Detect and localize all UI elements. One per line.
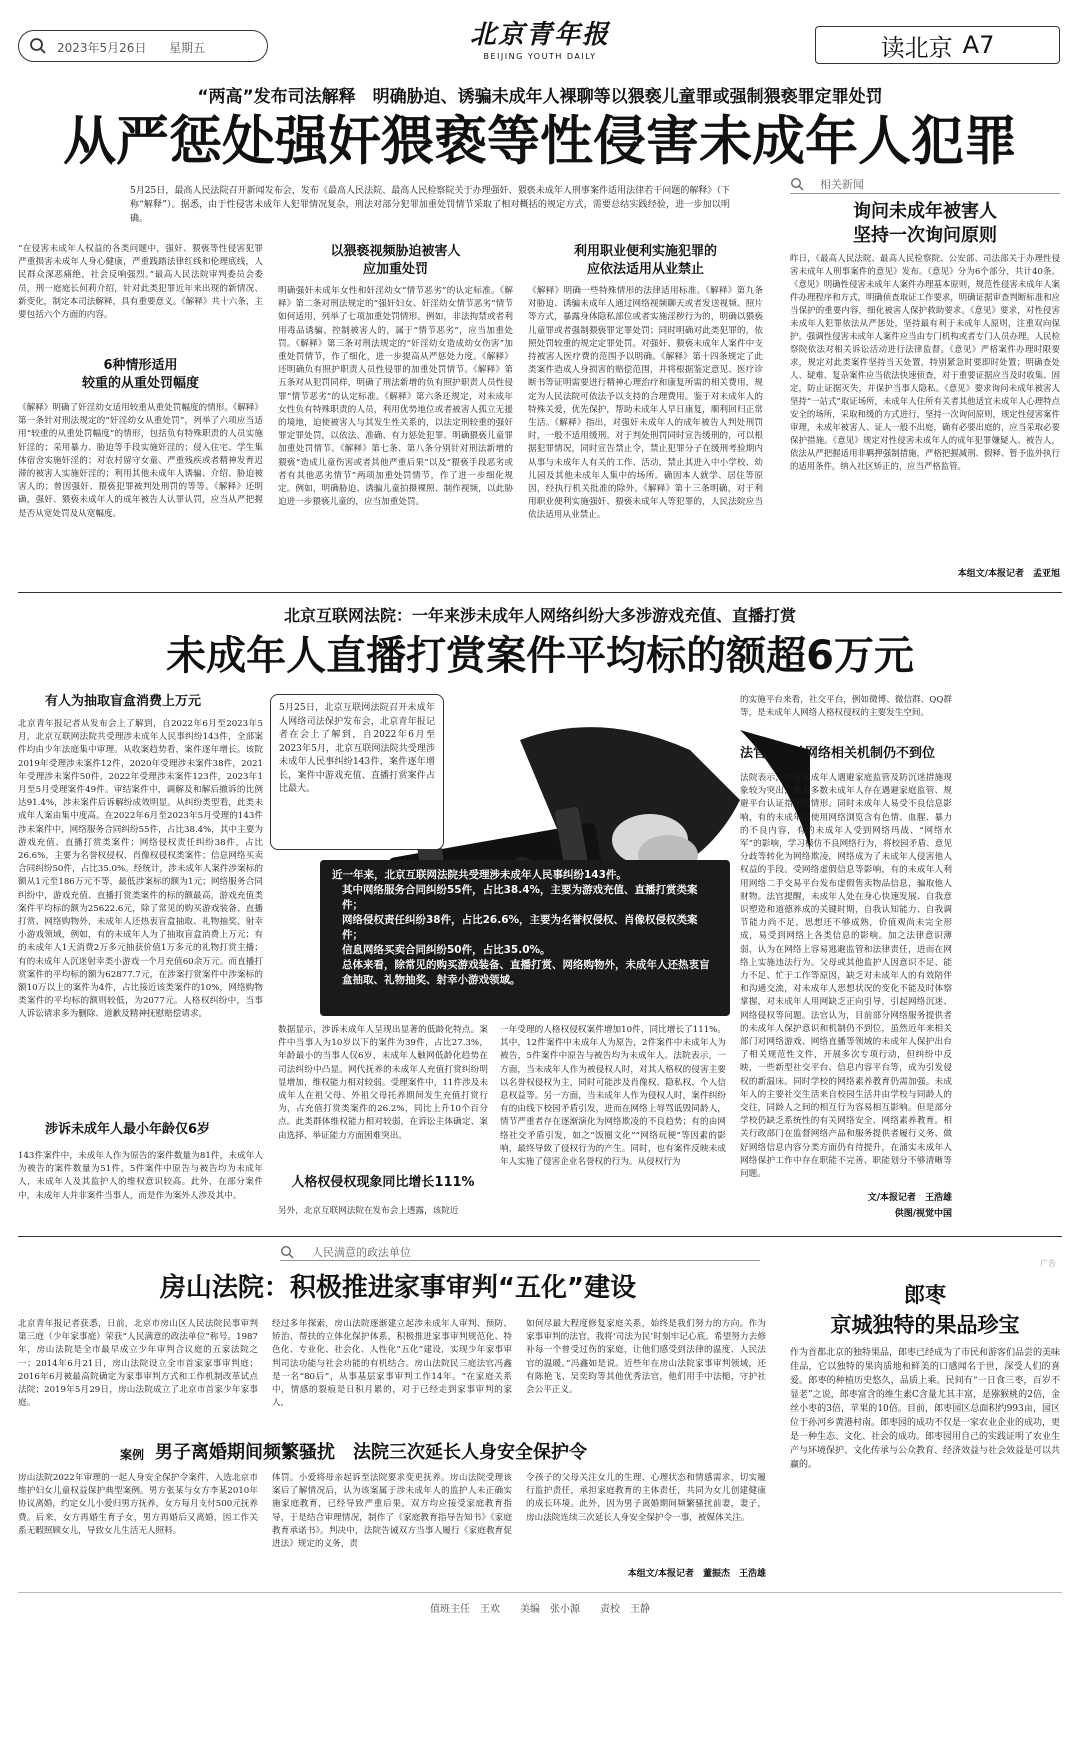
- case-label: 案例: [120, 1448, 145, 1462]
- callout-text: 5月25日，北京互联网法院召开未成年人网络司法保护发布会，北京青年报记者在会上了解到，自2022年6月至2023年5月，北京互联网法院共受理涉未成年人民事纠纷143件，案件逐年增长，案件中游戏充值、直播打赏案件占比最大。: [279, 703, 435, 794]
- sidebar-byline: 本组文/本报记者 孟亚旭: [957, 569, 1060, 579]
- lower-col2: 经过多年探索，房山法院逐渐建立起涉未成年人审判、预防、矫治、帮扶的立体化保护体系，积极推进家事审判规范化、特色化、专业化、社会化、人性化“五化”建设，实现少年家事审判司法功能与社会功能的有机结合。房山法院民三庭法官冯鑫是一名“80后”，从事基层家事审判工作14年。“在家庭关系中，情感的裂痕是日积月累的，对于已经走到家事审判的家人，: [272, 1319, 512, 1409]
- stat-tort: 网络侵权责任纠纷38件，占比26.6%，主要为名誉权侵权、肖像权侵权类案件；: [342, 914, 698, 941]
- lead-col2-body: 明确强奸未成年女性和奸淫幼女“情节恶劣”的认定标准。《解释》第二条对刑法规定的“强奸妇女、奸淫幼女情节恶劣”情节如何适用，列举了七项加重处罚情形。例如，非法拘禁或者利用毒品诱骗、控制被害人的，属于“情节恶劣”，应当加重处罚。《解释》第三条对刑法规定的“奸淫幼女造成幼女伤害”加重处罚情节，作了细化，进一步提高从严惩处力度。《解释》还明确负有照护职责人员性侵罪的加重处罚情节。《解释》第五条对从犯罚同样，明确了刑法新增的负有照护职责人员性侵罪“情节恶劣”的认定标准。《解释》第六条还规定，对未成年女性负有特殊职责的人员，利用优势地位或者被害人孤立无援的境地，迫使被害人与其发生性关系的，以法定刑较重的强奸罪定罪处罚，以依法、准确、有力惩处犯罪。明确猥亵儿童罪加重处罚情节。《解释》第七条、第八条分别针对刑法新增的猥亵“造成儿童伤害或者其他严重后果”以及“猥亵手段恶劣或者有其他恶劣情节”两项加重处罚情节，作了进一步细化规定。例如，明确胁迫、诱骗儿童拍摄裸照、制作视频，以此胁迫进一步猥亵儿童的，应当加重处罚。: [278, 286, 513, 508]
- divider-bottom: [18, 1236, 1062, 1237]
- feature-kicker: 北京互联网法院：一年来涉未成年人网络纠纷大多涉游戏充值、直播打赏: [283, 606, 796, 625]
- issue-date: 2023年5月26日: [57, 41, 147, 55]
- brand-name-en: BEIJING YOUTH DAILY: [483, 52, 597, 61]
- lead-kicker: “两高”发布司法解释 明确胁迫、诱骗未成年人裸聊等以猥亵儿童罪或强制猥亵罪定罪处罚: [197, 87, 883, 107]
- jujube-body: 作为首都北京的独特果品，郎枣已经成为了市民和游客们品尝的美味佳品，它以独特的果肉质地和鲜美的口感闻名于世，深受人们的喜爱。郎枣的种植历史悠久，品质上乘。民间有“一日食三枣，百岁不显老”之说，郎枣富含的维生素C含量尤其丰富，是猕猴桃的2倍，金丝小枣的3倍，苹果的10倍。目前，郎枣园区总面积约993亩，园区位于孙河乡黄港村南。郎枣园的成功不仅是一家农业企业的成功，更是一种生态、文化、社会的成功。郎枣园用自己的实践证明了农业生产与环境保护、文化传承与公众教育、经济效益与社会效益是可以共赢的。: [790, 1348, 1060, 1470]
- page-number: A7: [962, 31, 995, 59]
- feature-right-body: 一年受理的人格权侵权案件增加10件，同比增长了111%。其中，12件案件中未成年人为原告，2件案件中未成年人为被告，5件案件中原告与被告均为未成年人。法院表示，一方面，当未成年人作为被侵权人时，对其人格权的侵害主要以名誉权侵权为主，同时可能涉及肖像权、隐私权、个人信息权益等。另一方面，当未成年人作为侵权人时，案件纠纷有的由线下校园矛盾引发，进而在网络上辱骂诋毁同龄人，情节严重者存在逐渐演化为网络欺凌的不良趋势；有的由网络社交矛盾引发，如之“饭圈文化”“网络玩梗”等因素的影响，最终导致了侵权行为的产生。同时，也有案件反映未成年人实施了侵害企业名誉权的行为。从侵权行为: [500, 1025, 726, 1168]
- feature-left-subhead: 有人为抽取盲盒消费上万元: [45, 694, 202, 709]
- feature-headline: 未成年人直播打赏案件平均标的额超6万元: [166, 633, 914, 679]
- feature-mid-body-2: 另外，北京互联网法院在发布会上透露，该院近: [278, 1206, 459, 1216]
- footer-credits: 值班主任 王欢 美编 张小源 责校 王静: [430, 1604, 650, 1615]
- search-bar[interactable]: [18, 30, 268, 62]
- lead-col1-para2: 《解释》明确了奸淫幼女适用较重从重处罚幅度的情形。《解释》第一条针对刑法规定的“奸淫幼女从重处罚”，列举了六项应当适用“较重的从重处罚幅度”的情形，包括负有特殊职责的人员实施奸淫的；采用暴力、胁迫等手段实施奸淫的；侵入住宅、学生集体宿舍实施奸淫的；对农村留守女童、严重残疾或者精神发育迟滞的被害人实施奸淫的；利用其他未成年人诱骗、介绍、胁迫被害人的；曾因强奸、猥亵犯罪被判处刑罚的等等。《解释》还明确，强奸、猥亵未成年人的成年被告人认罪认罚，应当从严把握是否从宽处罚及从宽幅度。: [18, 403, 263, 519]
- lower-byline: 本组文/本报记者 董振杰 王浩雄: [627, 1569, 766, 1579]
- lead-col2-subhead: 以猥亵视频胁迫被害人 应加重处罚: [330, 244, 461, 277]
- feature-far-subhead: 法官：目前网络相关机制仍不到位: [740, 746, 936, 761]
- search-icon: [280, 1244, 294, 1263]
- feature-far-body-2: 法院表示，涉诉未成年人遇避家庭监管及防沉迷措施现象较为突出，绝大多数未成年人存在遇避家庭监管、规避平台认证措施的情形。同时未成年人易受不良信息影响，有的未成年人使用网络浏览含有色情、血腥、暴力的不良内容，有的未成年人受到网络玛战、“网络水军”的影响，学习模仿不良网络行为，将校园矛盾、意见分歧等转化为网络欺凌，网络成为了未成年人侵害他人权益的手段。受网络虚假信息等影响，有的未成年人利用网络二手交易平台发布虚假售卖物品信息，骗取他人财物。法官提醒，未成年人处在身心快速发展、自我意识塑造和道德养成的关键时期，自我认知能力、自我调节能力尚不足，思想还不够成熟，价值观尚未完全形成，易受到网络上各类信息的影响。加之法律意识薄弱，认为在网络上容易逃避监管和法律责任，进而在网络上实施违法行为。父母或其他监护人因意识不足、能力不足、忙于工作等原因，缺乏对未成年人的有效陪伴和沟通交流，对未成年人思想状况的变化不能及时体察掌握，对未成年人用网缺乏正向引导，引起网络沉迷、网络侵权等问题。法官认为，目前部分网络服务提供者的未成年人保护意识和机制仍不到位，虽然近年来相关部门对网络游戏、网络直播等领域的未成年人保护出台了相关规范性文件，开展多次专项行动，但纠纷中反映，一些新型社交平台、信息内容平台等，成为引发侵权的新温床。同时学校的网络素养教育仍需加强。未成年人的主要社交生活来自校园生活并由学校与同龄人的交往，同龄人之间的相互行为容易相互影响。但是部分学校仍缺乏系统性的有关网络安全、网络素养教育。相关行政部门在监督网络产品和服务提供者履行义务、做好网络信息内容分类方面仍有待提升，在涌实未成年人网络保护工作中存在职能不完善、职能划分不够清晰等问题。: [740, 773, 952, 1180]
- feature-mid-body: 数据显示，涉诉未成年人呈现出显著的低龄化特点。案件中当事人为10岁以下的案件为39件，占比27.3%，年龄最小的当事人仅6岁，未成年人触网低龄化趋势在司法纠纷中凸显。网代抚养的未成年人充值打赏纠纷明显增加，维权能力相对较弱。受理案件中，11件涉及未成年人在祖父母、外祖父母托养期间发生充值打赏行为，占充值打赏类案件的26.2%，同比上升10个百分点。此类群体维权能力相对较弱，在诉讼主体确定、案由选择、举证能力方面困难突出。: [278, 1025, 488, 1141]
- case-col2: 体罚。小爱将母亲起诉至法院要求变更抚养。房山法院受理该案后了解情况后，认为该案属于涉未成年人的监护人未正确实施家庭教育，已经导致严重后果，双方均应接受家庭教育指导，于是结合审理情况，制作了《家庭教育指导告知书》《家庭教育承诺书》。判决中，法院告诫双方当事人履行《家庭教育促进法》规定的义务，责: [272, 1473, 512, 1550]
- stat-sales-contract: 信息网络买卖合同纠纷50件，占比35.0%。: [342, 944, 551, 956]
- related-news-bar[interactable]: [790, 174, 1060, 194]
- feature-left-subhead-2: 涉诉未成年人最小年龄仅6岁: [45, 1122, 211, 1137]
- lead-col3-body: 《解释》明确一些特殊情形的法律适用标准。《解释》第九条对胁迫、诱骗未成年人通过网络视频聊天或者发送视频、照片等方式，暴露身体隐私部位或者实施淫秽行为的，明确以猥亵儿童罪或者强制猥亵罪定罪处罚；同时明确对此类犯罪的，依照处罚较重的规定定罪处罚。对强奸、猥亵未成年人案件中支持被害人医疗费的范围予以明确。《解释》第十四条规定了此类案件造成人身损害的赔偿范围，并将根据鉴定意见、医疗诊断书等证明需要进行精神心理治疗和康复所需的相关费用，规定为人民法院可依法予以支持的合理费用。鉴于对未成年人的特殊关爱，优先保护，帮助未成年人早日康复，顺利回归正常生活。《解释》指出，对强奸未成年人的成年被告人判处刑罚时，一般不适用缓刑。对于判处刑罚同时宣告缓刑的，可以根据犯罪情况，同时宣告禁止令，禁止犯罪分子在缓刑考验期内从事与未成年人有关的工作、活动，禁止其进入中小学校、幼儿园及其他未成年人集中的场所。确因本人就学、居住等原因，经执行机关批准的除外。《解释》第十三条明确，对于利用职业便利实施强奸、猥亵未成年人等犯罪的，人民法院应当依法适用从业禁止。: [528, 286, 763, 521]
- brand-name: 北京青年报: [469, 20, 610, 50]
- case-headline: 男子离婚期间频繁骚扰 法院三次延长人身安全保护令: [155, 1442, 587, 1463]
- page-label: [815, 26, 1060, 64]
- lower-col1: 北京青年报记者获悉，日前，北京市房山区人民法院民事审判第三庭（少年家事庭）荣获“人民满意的政法单位”称号。1987年，房山法院是全市最早成立少年审判合议庭的五家法院之一；2014年6月21日，房山法院设立全市首家家事审判庭；2016年6月被最高院确定为家事审判方式和工作机制改革试点法院；2019年5月29日，房山法院成立了北京市首家少年家事庭。: [18, 1319, 258, 1409]
- stat-service-contract: 其中网络服务合同纠纷55件，占比38.4%，主要为游戏充值、直播打赏类案件；: [342, 884, 698, 911]
- feature-left-body: 北京青年报记者从发布会上了解到，自2022年6月至2023年5月，北京互联网法院共受理涉未成年人民事纠纷143件，全部案件均由少年法庭集中审理。从收案趋势看，案件逐年增长。该院2019年受理涉未案件12件，2020年受理涉未案件38件，2021年受理涉未案件50件，2022年受理涉未案件123件，2023年1月至5月受理案件49件。审结案件中，调解及和解后撤诉的比例达91.4%，涉未案件后诉解纷成效明显。从纠纷类型看，此类未成年人案由集中度高。在2022年6月至2023年5月受理的143件涉未案件中，网络服务合同纠纷55件，占比38.4%，其中主要为游戏充值、直播打赏类案件；网络侵权责任纠纷38件，占比26.6%，主要为名誉权侵权、肖像权侵权类案件；信息网络买卖合同纠纷50件，占比35.0%。经统计，涉未成年人案件涉案标的额从1元至186万元不等，最低涉案标的额为1元；网络服务合同纠纷中，游戏充值、直播打赏类案件的标的额最高，游戏充值类案件平均标的额为25622.6元，除了常见的购买游戏装备、直播打赏、网络购物外，未成年人还热衷盲盒抽取、礼物抽奖、射幸小游戏领域，例如，有的未成年人为了抽取盲盒消费上万元；有的未成年人1天消费2万多元抽获价值1万多元的礼物打赏主播；有的未成年人沉迷射幸类小游戏一个月充值60余万元。而直播打赏案件的平均标的额为62877.7元，在涉案打赏案件中涉案标的额10万以上的案件为4件，占比接近该类案件的10%，网络购物类案件的平均标的额则较低，为2077元。人格权纠纷中，当事人诉讼请求多为删除、道歉及精神抚慰赔偿请求。: [18, 719, 263, 1020]
- lead-col1-subhead: 6种情形适用 较重的从重处罚幅度: [81, 358, 199, 391]
- callout-box: [270, 694, 444, 850]
- related-news-label: 相关新闻: [820, 178, 864, 191]
- sidebar-body: 昨日，《最高人民法院、最高人民检察院、公安部、司法部关于办理性侵害未成年人刑事案件的意见》发布。《意见》分为6个部分，共计40条。《意见》明确性侵害未成年人案件办理基本原则，规范性侵害未成年人案件办理程序和方式，明确侦查取证工作要求，明确证据审查判断标准和应当保护的重要内容，细化被害人保护救助要求。《意见》要求，对性侵害未成年人犯罪依法从严惩处，坚持最有利于未成年人原则，注重双向保护。强调性侵害未成年人案件应当由专门机构或者专门人员办理。人民检察院依法对相关诉讼活动进行法律监督。《意见》严格案件办理时限要求，规定对此类案件坚持当天处置，特别紧急时要即时处置；明确查处人、疑难、复杂案件应当依法快速侦查，对于重要证据应当及时收集、固定，防止证据灭失，并保护当事人隐私。《意见》要求询问未成年被害人坚持“一站式”取证场所，未成年人住所有关者其他适宜未成年人心理特点安全的场所，采取和缓的方式进行，坚持一次询问原则，规定性侵害案件审理，未成年被害人、证人一般不出庭，确有必要出庭的，应当采取必要保护措施。《意见》规定对性侵害未成年人的成年犯罪嫌疑人、被告人，依法从严把握适用非羁押强制措施，严格把握减刑、假释、暂予监外执行的适用条件。纳入社区矫正的，应当严格监管。: [790, 253, 1060, 471]
- case-col1: 房山法院2022年审理的一起人身安全保护令案件，入选北京市维护妇女儿童权益保护典型案例。男方张某与女方李某2010年协议离婚，约定女儿小爱归男方抚养，女方每月支付500元抚养费。后来，女方再婚生育子女，男方再婚后又离婚，因工作关系无暇照顾女儿，导致女儿生活无人照料。: [18, 1473, 258, 1536]
- lead-headline: 从严惩处强奸猥亵等性侵害未成年人犯罪: [63, 111, 1017, 172]
- feature-left-body-2: 143件案件中，未成年人作为原告的案件数量为81件，未成年人为被告的案件数量为51件，5件案件中原告与被告均为未成年人，未成年人及其监护人的维权意识较高。此外，在部分案件中，未成年人并非案件当事人，而是作为案外人涉及其中。: [18, 1151, 263, 1201]
- lower-section-label: 人民满意的政法单位: [312, 1246, 411, 1259]
- lower-headline: 房山法院：积极推进家事审判“五化”建设: [159, 1273, 637, 1303]
- feature-byline: 文/本报记者 王浩雄: [867, 1193, 952, 1203]
- photo-credit: 供图/视觉中国: [894, 1209, 952, 1219]
- ad-corner-mark: 广告: [1040, 1259, 1056, 1268]
- divider-top: [18, 592, 1062, 593]
- brand-logo: [450, 14, 630, 61]
- divider-footer: [18, 1592, 1062, 1593]
- lower-section-bar: [280, 1243, 760, 1261]
- sidebar-headline: 询问未成年被害人 坚持一次询问原则: [853, 201, 997, 246]
- issue-weekday: 星期五: [169, 41, 206, 55]
- jujube-headline: 郎枣 京城独特的果品珍宝: [830, 1283, 1020, 1337]
- stat-total: 近一年来，北京互联网法院共受理涉未成年人民事纠纷143件。: [332, 869, 627, 881]
- lead-intro: 5月25日，最高人民法院召开新闻发布会，发布《最高人民法院、最高人民检察院关于办理强奸、猥亵未成年人刑事案件适用法律若干问题的解释》（下称“解释”）。据悉，由于性侵害未成年人犯罪情况复杂，刑法对部分犯罪加重处罚情节采取了相对概括的规定方式，需要总结实践经验，进一步加以明确。: [130, 186, 730, 224]
- lead-col1-para1: “在侵害未成年人权益的各类问题中，强奸、猥亵等性侵害犯罪严重损害未成年人身心健康，严重践踏法律红线和伦理底线，人民群众深恶痛绝，社会反响强烈。”最高人民法院审判委员会委员，刑一庭庭长何莉介绍，针对此类犯罪近年来出现的新情况、新变化，制定本司法解释，具有重要意义。《解释》共十六条，主要包括六个方面的内容。: [18, 244, 263, 321]
- feature-mid-subhead: 人格权侵权现象同比增长111%: [291, 1175, 475, 1190]
- stats-box: [320, 860, 730, 1016]
- lead-col3-subhead: 利用职业便利实施犯罪的 应依法适用从业禁止: [573, 244, 717, 277]
- stat-summary: 总体来看，除常见的购买游戏装备、直播打赏、网络购物外，未成年人还热衷盲盒抽取、礼物抽奖、射幸小游戏领域。: [342, 959, 710, 986]
- search-icon: [29, 37, 47, 59]
- section-name: 读北京: [880, 33, 953, 62]
- lower-col3: 如何尽最大程度修复家庭关系，始终是我们努力的方向。作为家事审判的法官，我将‘司法为民’时刻牢记心底。希望努力去修补每一个曾受过伤的家庭，让他们感受到法律的温度、人民法官的温暖。”冯鑫如是说。近些年在房山法院家事审判领域，还有陈艳飞、吴奕昀等其他优秀法官，他们用手中法槌，守护社会公平正义。: [526, 1319, 766, 1396]
- feature-far-body: 的实施平台来看，社交平台，例如微博、微信群、QQ群等，是未成年人网络人格权侵权的主要发生空间。: [740, 695, 952, 719]
- search-icon: [790, 176, 804, 195]
- case-col3: 令孩子的父母关注女儿的生理、心理状态和情感需求，切实履行监护责任，承担家庭教育的主体责任，共同为女儿创建健康的成长环境。此外，因为男子离婚期间频繁骚扰前妻，妻子，房山法院连续三次延长人身安全保护令一事，被媒体关注。: [526, 1473, 766, 1523]
- masthead: [0, 0, 1080, 70]
